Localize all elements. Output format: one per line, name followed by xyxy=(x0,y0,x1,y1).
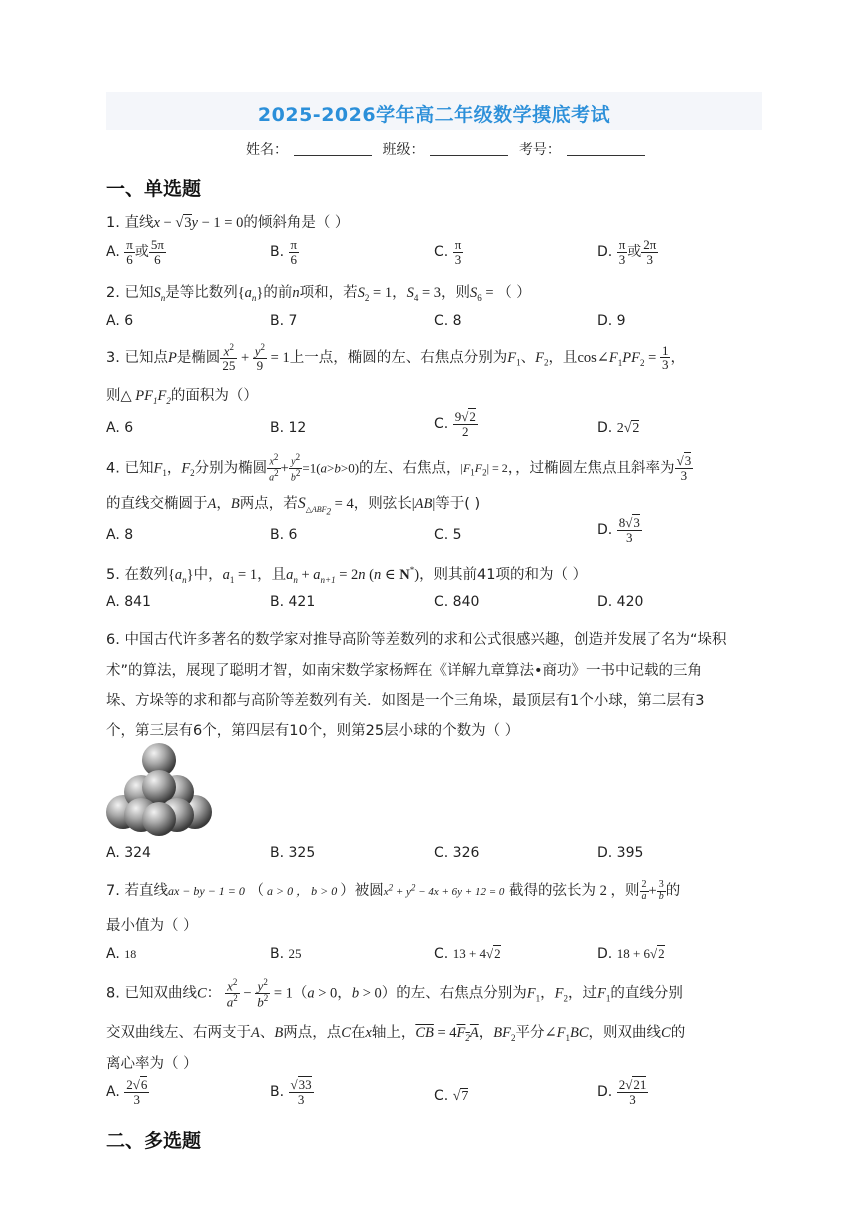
q4-option-c[interactable]: C. 5 xyxy=(434,527,462,543)
q7-option-d[interactable]: D. 18 + 6√2 xyxy=(597,946,665,962)
q1-option-d[interactable]: D. $\frac{\pi}{3}$ 或 $\frac{2\pi}{3}$ xyxy=(597,237,657,267)
q7-b-label: B. xyxy=(270,946,285,962)
q8-text-c: ，过 xyxy=(567,985,597,1002)
q2-text-a: 2. 已知 xyxy=(106,285,154,301)
q4-option-b[interactable]: B. 6 xyxy=(270,527,298,543)
question-7-line-1: 7. 若直线ax − by − 1 = 0 （ a > 0 ， b > 0 ）被圆$x^2 + y^2 - 4x + 6y + 12 = 0$ 截得的弦长为 2 ，则 $\frac{2}{a}$ + $\frac{3}{b}$ 的 xyxy=(106,879,681,902)
q8-b-label: B. xyxy=(270,1084,285,1101)
question-6-line-4: 个，第三层有6个，第四层有10个，则第25层小球的个数为（ ） xyxy=(106,723,520,739)
q8-text-d: 的直线分别 xyxy=(610,985,683,1002)
q7-option-a[interactable]: A. 18 xyxy=(106,946,137,962)
q8-c-label: C. xyxy=(434,1088,449,1104)
q8-option-b[interactable]: B. $\frac{√33}{3}$ xyxy=(270,1077,312,1107)
q1-d-label: D. xyxy=(597,244,613,261)
q6-option-d[interactable]: D. 395 xyxy=(597,845,644,861)
q8-line2-c: 在 xyxy=(350,1025,366,1041)
q8-option-d[interactable]: D. $\frac{2√21}{3}$ xyxy=(597,1077,647,1107)
q8-line2-f: ，则双曲线 xyxy=(588,1025,662,1041)
section-single-choice: 一、单选题 xyxy=(106,178,202,200)
question-8-line-2: 交双曲线左、右两支于A、B两点，点C在x轴上，$\overline{CB} = 4F_2A$，$BF_2$平分$\angle F_1BC$，则双曲线C的 xyxy=(106,1025,686,1043)
q2-option-d[interactable]: D. 9 xyxy=(597,313,626,329)
q2-text-c: 的前 xyxy=(263,285,293,301)
q5-option-c[interactable]: C. 840 xyxy=(434,594,480,610)
q2-option-a[interactable]: A. 6 xyxy=(106,313,134,329)
question-7-line-2: 最小值为（ ） xyxy=(106,918,198,934)
q1-option-b[interactable]: B. $\frac{\pi}{6}$ xyxy=(270,237,298,267)
q8-line2-e: 平分 xyxy=(515,1025,545,1041)
student-info-line xyxy=(246,139,651,159)
name-label: 姓名： xyxy=(246,142,288,158)
q3-d-label: D. xyxy=(597,420,613,436)
q7-a-label: A. xyxy=(106,946,120,962)
q4-line2-d: 等于( ) xyxy=(435,496,481,512)
q8-line2-d: 轴上， xyxy=(371,1025,416,1041)
q4-text-c: 的左、右焦点， xyxy=(359,460,461,477)
q8-line2-g: 的 xyxy=(670,1025,686,1041)
q8-text-b: 的左、右焦点分别为 xyxy=(396,985,527,1002)
q3-option-d[interactable]: D. 2√2 xyxy=(597,420,640,436)
q4-line2-b: 两点，若 xyxy=(239,496,298,512)
q4-text-b: 分别为椭圆 xyxy=(194,460,268,477)
q1-option-a[interactable]: A. $\frac{\pi}{6}$ 或 $\frac{5\pi}{6}$ xyxy=(106,237,164,267)
q5-option-d[interactable]: D. 420 xyxy=(597,594,644,610)
q7-text-c: ）被圆 xyxy=(340,883,384,899)
q7-text-b: （ xyxy=(249,883,265,899)
q1-suffix: 的倾斜角是（ ） xyxy=(243,215,350,231)
question-4-line-2: 的直线交椭圆于A，B两点，若$S_{\triangle ABF_2} = 4$，则弦长|AB|等于( ) xyxy=(106,495,481,517)
q4-text-d: ，过椭圆左焦点且斜率为 xyxy=(515,460,675,477)
q3-text-a: 3. 已知点 xyxy=(106,349,168,366)
q7-d-label: D. xyxy=(597,946,613,962)
q7-text-f: 的 xyxy=(665,883,681,899)
q3-option-b[interactable]: B. 12 xyxy=(270,420,307,436)
q3-line2-a: 则△ xyxy=(106,388,132,404)
q2-text-d: 项和，若 xyxy=(299,285,358,301)
q7-text-a: 7. 若直线 xyxy=(106,883,168,899)
question-3-line-2: 则△ $PF_1F_2$的面积为（） xyxy=(106,388,258,406)
q6-option-a[interactable]: A. 324 xyxy=(106,845,151,861)
q8-option-a[interactable]: A. $\frac{2√6}{3}$ xyxy=(106,1077,148,1107)
q4-line2-a: 的直线交椭圆于 xyxy=(106,496,208,512)
q4-line2-c: ，则弦长 xyxy=(353,496,412,512)
question-2: 2. 已知$S_n$是等比数列$\{a_n\}$的前n项和，若$S_2 = 1$，$S_4 = 3$，则$S_6$ = （ ） xyxy=(106,285,531,303)
q5-option-b[interactable]: B. 421 xyxy=(270,594,316,610)
q2-option-b[interactable]: B. 7 xyxy=(270,313,298,329)
q6-option-c[interactable]: C. 326 xyxy=(434,845,480,861)
q3-option-c[interactable]: C. $\frac{9√2}{2}$ xyxy=(434,409,476,439)
q3-text-d: ，且 xyxy=(548,349,578,366)
section-multi-choice: 二、多选题 xyxy=(106,1130,202,1152)
q1-c-label: C. xyxy=(434,244,449,261)
q7-text-d: 截得的弦长为 xyxy=(509,883,596,899)
q5-text-a: 5. 在数列 xyxy=(106,567,168,583)
q3-option-a[interactable]: A. 6 xyxy=(106,420,134,436)
question-5: 5. 在数列$\{a_n\}$中，$a_1 = 1$，且$a_n + a_{n+1} = 2n$ (n ∈ N*)，则其前41项的和为（ ） xyxy=(106,565,588,585)
q6-option-b[interactable]: B. 325 xyxy=(270,845,316,861)
q4-text-a: 4. 已知 xyxy=(106,460,154,477)
q8-line2-a: 交双曲线左、右两支于 xyxy=(106,1025,251,1041)
exam-title: 2025-2026学年高二年级数学摸底考试 xyxy=(257,104,611,126)
q4-option-d[interactable]: D. $\frac{8√3}{3}$ xyxy=(597,515,640,545)
q1-a-label: A. xyxy=(106,244,120,261)
q3-text-c: 上一点，椭圆的左、右焦点分别为 xyxy=(289,349,508,366)
q8-a-label: A. xyxy=(106,1084,120,1101)
question-8-line-1: 8. 已知双曲线C： $\frac{x^2}{a^2}$ − $\frac{y^2}{b^2}$ = 1（a > 0，b > 0）的左、右焦点分别为$F_1$，$F_2$，过$F_1$的直线分别 xyxy=(106,977,683,1010)
class-label: 班级： xyxy=(382,142,425,158)
q5-text-c: ，且 xyxy=(257,567,287,583)
q4-option-a[interactable]: A. 8 xyxy=(106,527,134,543)
q2-text-f: （ ） xyxy=(497,285,531,301)
question-6-line-1: 6. 中国古代许多著名的数学家对推导高阶等差数列的求和公式很感兴趣，创造并发展了名为“垛积 xyxy=(106,632,727,648)
q2-option-c[interactable]: C. 8 xyxy=(434,313,462,329)
q1-d-or: 或 xyxy=(627,244,642,261)
q7-c-label: C. xyxy=(434,946,449,962)
q3-c-label: C. xyxy=(434,416,449,433)
question-8-line-3: 离心率为（ ） xyxy=(106,1056,198,1072)
q5-option-a[interactable]: A. 841 xyxy=(106,594,151,610)
number-blank[interactable] xyxy=(567,155,645,156)
q7-option-b[interactable]: B. 25 xyxy=(270,946,302,962)
q1-option-c[interactable]: C. $\frac{\pi}{3}$ xyxy=(434,237,462,267)
question-1: 1. 直线x − √3y − 1 = 0的倾斜角是（ ） xyxy=(106,215,350,231)
q1-a-or: 或 xyxy=(134,244,149,261)
q7-text-e: ，则 xyxy=(610,883,640,899)
number-label: 考号： xyxy=(518,142,561,158)
q8-text-a: 8. 已知双曲线 xyxy=(106,985,197,1002)
question-3-line-1: 3. 已知点P是椭圆 $\frac{x^2}{25}$ + $\frac{y^2}{9}$ = 1上一点，椭圆的左、右焦点分别为$F_1$、$F_2$，且$\cos\angle F_1PF_2$ = $\frac{1}{3}$ ， xyxy=(106,342,685,373)
name-blank[interactable] xyxy=(294,155,372,156)
q3-text-b: 是椭圆 xyxy=(176,349,221,366)
question-6-line-2: 术”的算法，展现了聪明才智，如南宋数学家杨辉在《详解九章算法•商功》一书中记载的三角 xyxy=(106,663,703,679)
q4-d-label: D. xyxy=(597,522,613,539)
q2-text-b: 是等比数列 xyxy=(165,285,238,301)
q1-prefix: 1. 直线 xyxy=(106,215,154,231)
q3-line2-b: 的面积为（） xyxy=(170,388,258,404)
q5-text-d: ，则其前41项的和为（ ） xyxy=(419,567,588,583)
q2-text-e: ，则 xyxy=(441,285,471,301)
q8-line2-b: 两点，点 xyxy=(283,1025,342,1041)
q5-text-b: 中， xyxy=(193,567,223,583)
question-4-line-1: 4. 已知$F_1$，$F_2$分别为椭圆 $\frac{x^2}{a^2}$ + $\frac{y^2}{b^2}$ =1(a>b>0)的左、右焦点，$|F_1F_2| = 2$，，过椭圆左焦点且斜率为 $\frac{√3}{3}$ xyxy=(106,452,692,484)
question-6-line-3: 垛、方垛等的求和都与高阶等差数列有关．如图是一个三角垛，最顶层有1个小球，第二层有3 xyxy=(106,693,705,709)
q8-option-c[interactable]: C. √7 xyxy=(434,1088,469,1104)
q7-option-c[interactable]: C. 13 + 4√2 xyxy=(434,946,501,962)
class-blank[interactable] xyxy=(430,155,508,156)
triangular-stack-image xyxy=(104,742,214,838)
q1-b-label: B. xyxy=(270,244,285,261)
q8-d-label: D. xyxy=(597,1084,613,1101)
